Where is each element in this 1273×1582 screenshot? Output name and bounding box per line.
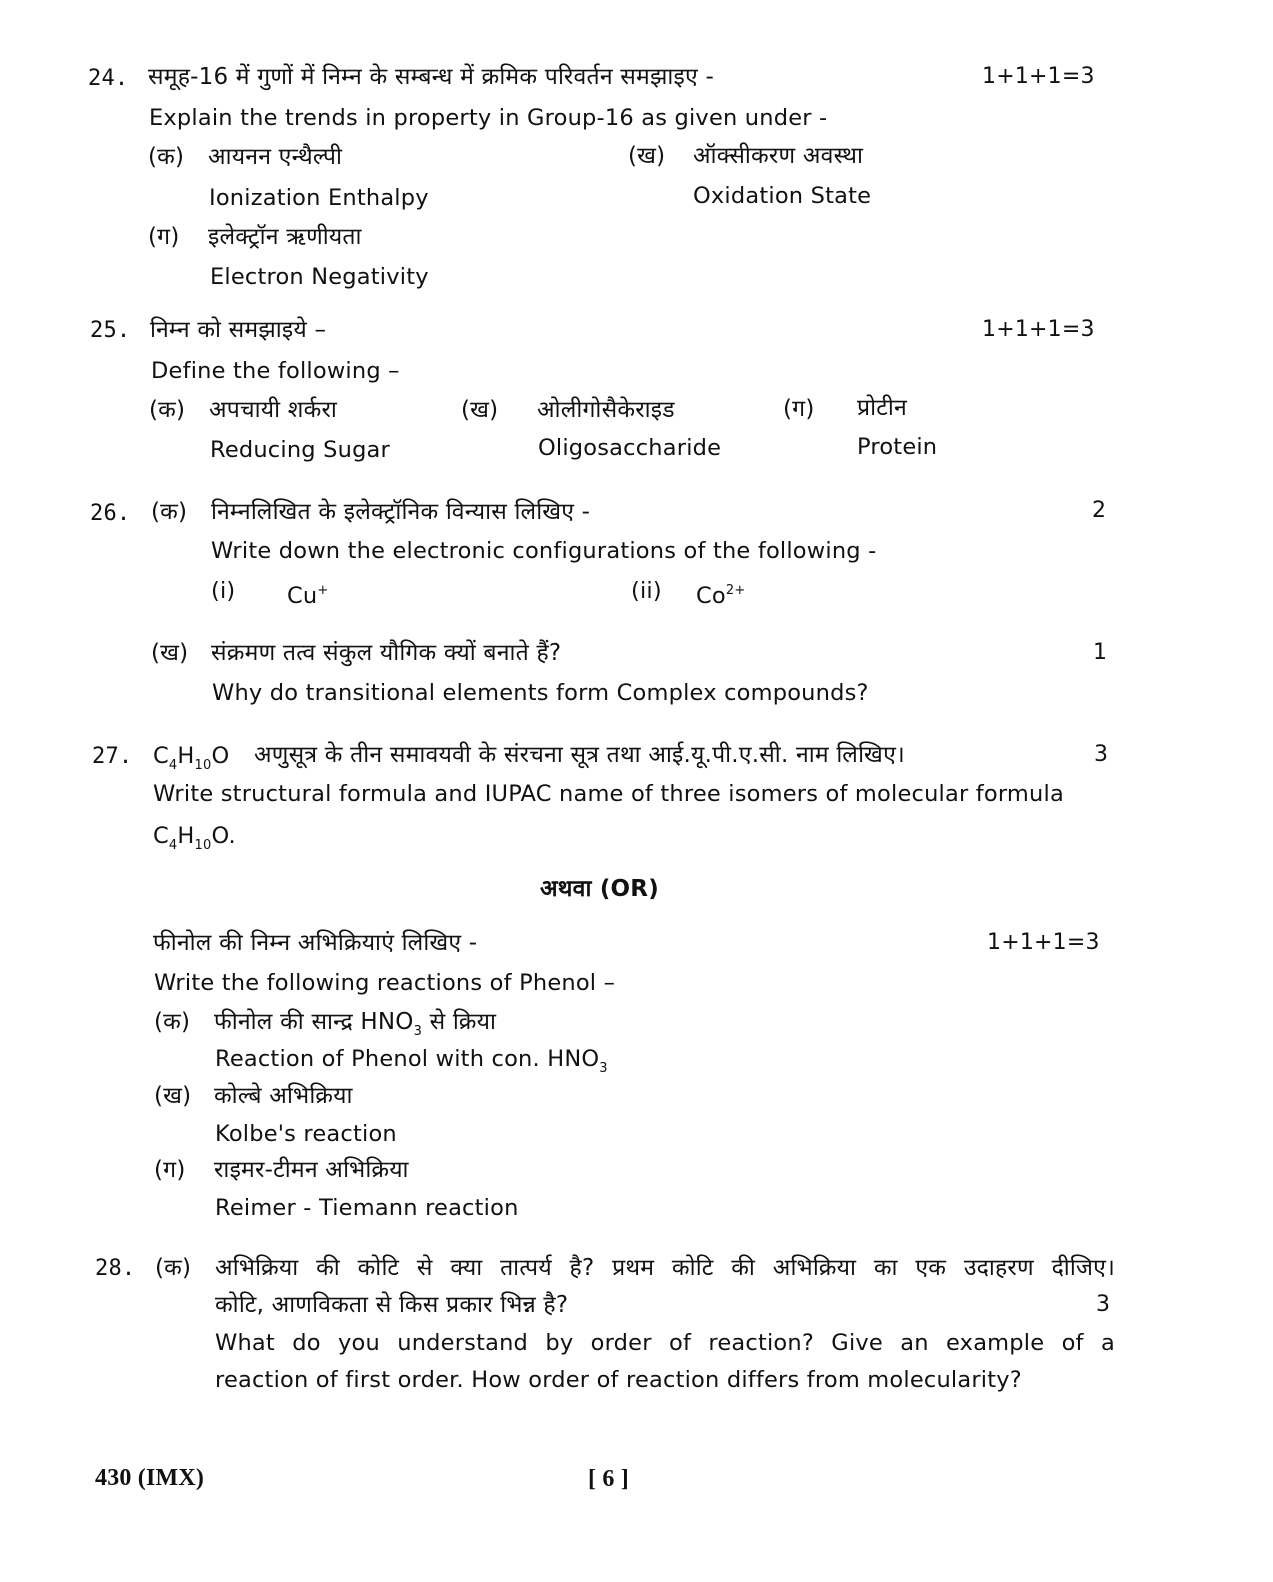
question-text-hindi: निम्न को समझाइये – [150, 317, 327, 343]
part-label: (ख) [151, 640, 189, 666]
part-text-english: Write down the electronic configurations of the following - [211, 538, 877, 564]
part-label: (क) [151, 499, 188, 525]
or-divider: अथवा (OR) [540, 876, 659, 902]
part-text-hindi: ऑक्सीकरण अवस्था [693, 143, 864, 169]
page-number: [ 6 ] [588, 1466, 629, 1492]
ion-formula [696, 576, 745, 611]
marks: 1+1+1=3 [982, 64, 1095, 89]
part-text-hindi: अभिक्रिया की कोटि से क्या तात्पर्य है? प्रथम कोटि की अभिक्रिया का एक उदाहरण दीजिए। [215, 1255, 1115, 1281]
question-number: 26. [90, 501, 131, 526]
question-text-english: Write structural formula and IUPAC name of three isomers of molecular formula [153, 781, 1064, 807]
question-number: 25. [90, 318, 131, 343]
part-label: (ख) [154, 1083, 192, 1109]
question-number: 28. [95, 1256, 136, 1281]
marks: 3 [1094, 742, 1109, 767]
alt-question-text-hindi: फीनोल की निम्न अभिक्रियाएं लिखिए - [153, 930, 478, 956]
part-text-english: Reaction of Phenol with con. $HNO_3$ [215, 1046, 608, 1076]
molecular-formula: $C_4H_{10}O$. [153, 823, 236, 853]
part-text-english: Ionization Enthalpy [209, 185, 429, 211]
part-text-hindi: कोल्बे अभिक्रिया [214, 1083, 353, 1109]
alt-question-text-english: Write the following reactions of Phenol – [154, 970, 616, 996]
question-number: 27. [92, 744, 133, 769]
part-text-hindi: फीनोल की सान्द्र $HNO_3$ से क्रिया [214, 1009, 497, 1039]
part-text-english: Oxidation State [693, 183, 872, 209]
part-text-english: Electron Negativity [210, 264, 429, 290]
molecular-formula: $C_4H_{10}O$ [153, 743, 230, 773]
ion-symbol: Co [696, 583, 726, 609]
part-text-english: Protein [857, 434, 938, 460]
part-text-hindi: राइमर-टीमन अभिक्रिया [214, 1157, 409, 1183]
part-label: (ख) [628, 143, 666, 169]
part-text-english-cont: reaction of first order. How order of reaction differs from molecularity? [215, 1367, 1022, 1393]
paper-code: 430 (IMX) [95, 1465, 205, 1491]
part-text-hindi: ओलीगोसैकेराइड [537, 397, 675, 423]
question-number: 24. [88, 66, 129, 91]
part-label: (ख) [461, 397, 499, 423]
part-text-hindi: संक्रमण तत्व संकुल यौगिक क्यों बनाते हैं? [211, 640, 562, 666]
marks: 1+1+1=3 [987, 930, 1100, 955]
ion-charge: 2+ [725, 583, 746, 598]
part-text-english: Why do transitional elements form Complex compounds? [212, 680, 869, 706]
part-label: (क) [148, 144, 185, 170]
item-label: (ii) [631, 578, 662, 604]
ion-charge: + [317, 583, 329, 598]
question-text-hindi: अणुसूत्र के तीन समावयवी के संरचना सूत्र तथा आई.यू.पी.ए.सी. नाम लिखिए। [254, 742, 905, 768]
part-label: (ग) [148, 224, 180, 250]
marks: 3 [1096, 1292, 1111, 1317]
part-label: (क) [154, 1009, 191, 1035]
ion-symbol: Cu [287, 583, 318, 609]
part-text-english: What do you understand by order of reaction? Give an example of a [215, 1330, 1115, 1356]
question-text-english: Explain the trends in property in Group-16 as given under - [149, 105, 828, 131]
part-label: (क) [155, 1255, 192, 1281]
marks: 1 [1093, 640, 1108, 665]
part-text-hindi: अपचायी शर्करा [209, 397, 338, 423]
item-label: (i) [211, 578, 236, 604]
part-text-english: Reimer - Tiemann reaction [215, 1195, 519, 1221]
part-text-english: Reducing Sugar [210, 437, 390, 463]
question-text-english: Define the following – [151, 358, 400, 384]
part-text-hindi: आयनन एन्थैल्पी [208, 144, 343, 170]
part-text-hindi: इलेक्ट्रॉन ऋणीयता [208, 224, 362, 250]
marks: 1+1+1=3 [982, 317, 1095, 342]
ion-formula [287, 576, 328, 611]
part-text-hindi: निम्नलिखित के इलेक्ट्रॉनिक विन्यास लिखिए - [211, 499, 591, 525]
part-label: (ग) [783, 396, 815, 422]
marks: 2 [1092, 498, 1107, 523]
part-label: (क) [149, 397, 186, 423]
part-text-english: Kolbe's reaction [215, 1121, 397, 1147]
part-label: (ग) [154, 1157, 186, 1183]
part-text-english: Oligosaccharide [538, 435, 722, 461]
question-text-hindi: समूह-16 में गुणों में निम्न के सम्बन्ध में क्रमिक परिवर्तन समझाइए - [148, 64, 714, 90]
part-text-hindi: प्रोटीन [857, 395, 907, 421]
part-text-hindi-cont: कोटि, आणविकता से किस प्रकार भिन्न है? [215, 1292, 569, 1318]
